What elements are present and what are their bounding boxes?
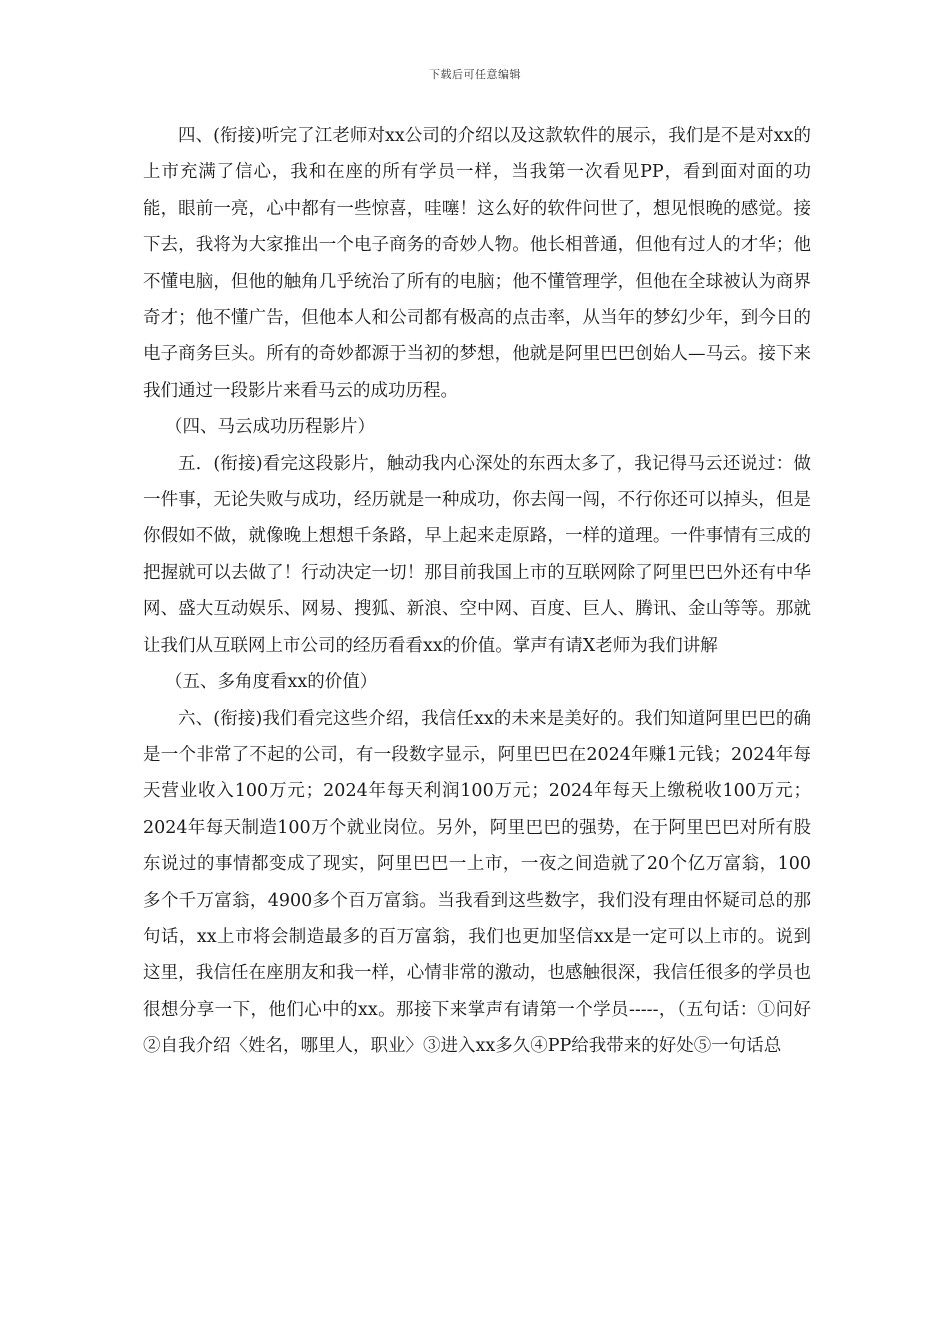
paragraph-heading-four: （四、马云成功历程影片）	[165, 417, 375, 438]
document-body	[143, 118, 811, 1065]
paragraph-section-five: 五．(衔接)看完这段影片，触动我内心深处的东西太多了，我记得马云还说过：做一件事，无论失败与成功，经历就是一种成功，你去闯一闯，不行你还可以掉头，但是你假如不做，就像晚上想想千条路，早上起来走原路，一样的道理。一件事情有三成的把握就可以去做了！行动决定一切！那目前我国上市的互联网除了阿里巴巴外还有中华网、盛大互动娱乐、网易、搜狐、新浪、空中网、百度、巨人、腾讯、金山等等。那就让我们从互联网上市公司的经历看看xx的价值。掌声有请X老师为我们讲解	[143, 453, 811, 656]
paragraph-section-six: 六、(衔接)我们看完这些介绍，我信任xx的未来是美好的。我们知道阿里巴巴的确是一个非常了不起的公司，有一段数字显示，阿里巴巴在2024年赚1元钱；2024年每天营业收入100万元；2024年每天利润100万元；2024年每天上缴税收100万元；2024年每天制造100万个就业岗位。另外，阿里巴巴的强势，在于阿里巴巴对所有股东说过的事情都变成了现实，阿里巴巴一上市，一夜之间造就了20个亿万富翁，100多个千万富翁，4900多个百万富翁。当我看到这些数字，我们没有理由怀疑司总的那句话，xx上市将会制造最多的百万富翁，我们也更加坚信xx是一定可以上市的。说到这里，我信任在座朋友和我一样，心情非常的激动，也感触很深，我信任很多的学员也很想分享一下，他们心中的xx。那接下来掌声有请第一个学员-----，（五句话：①问好②自我介绍〈姓名，哪里人，职业〉③进入xx多久④PP给我带来的好处⑤一句话总	[143, 708, 811, 1057]
paragraph-heading-five: （五、多角度看xx的价值）	[165, 672, 378, 693]
paragraph-section-four: 四、(衔接)听完了江老师对xx公司的介绍以及这款软件的展示，我们是不是对xx的上市充满了信心，我和在座的所有学员一样，当我第一次看见PP，看到面对面的功能，眼前一亮，心中都有一些惊喜，哇噻！这么好的软件问世了，想见恨晚的感觉。接下去，我将为大家推出一个电子商务的奇妙人物。他长相普通，但他有过人的才华；他不懂电脑，但他的触角几乎统治了所有的电脑；他不懂管理学，但他在全球被认为商界奇才；他不懂广告，但他本人和公司都有极高的点击率，从当年的梦幻少年，到今日的电子商务巨头。所有的奇妙都源于当初的梦想，他就是阿里巴巴创始人—马云。接下来我们通过一段影片来看马云的成功历程。	[143, 126, 811, 401]
page-header-note: 下载后可任意编辑	[429, 68, 521, 81]
